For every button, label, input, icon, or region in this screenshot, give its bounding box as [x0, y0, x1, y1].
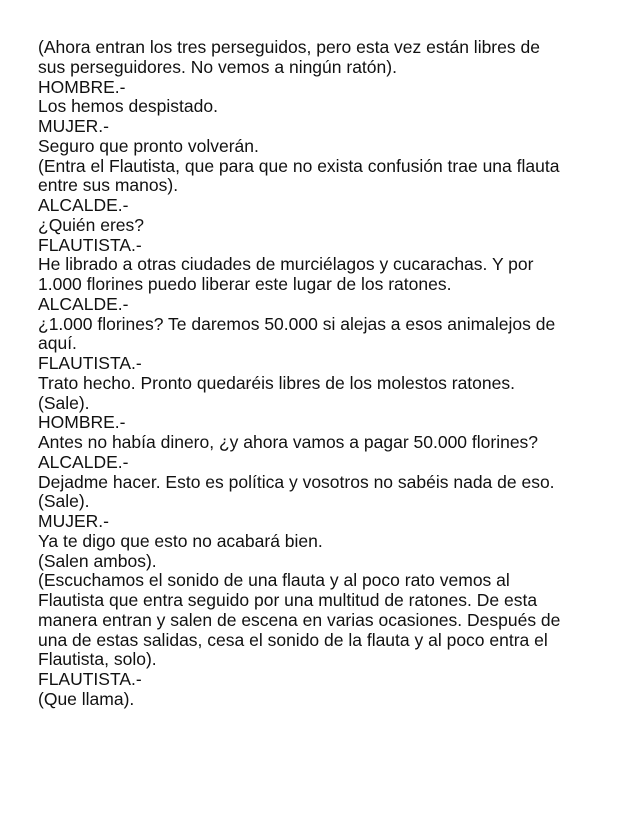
dialogue-line: ¿Quién eres? — [38, 214, 145, 235]
speaker-label: MUJER.- — [38, 116, 109, 136]
speaker-label: HOMBRE.- — [38, 76, 126, 97]
dialogue-line: 1.000 florines puedo liberar este lugar de los ratones. — [38, 274, 452, 294]
stage-direction: (Que llama). — [38, 688, 135, 709]
dialogue-line: Trato hecho. Pronto quedaréis libres de los molestos ratones. — [38, 372, 515, 393]
stage-direction: (Salen ambos). — [38, 550, 157, 571]
stage-direction: entre sus manos). — [38, 175, 179, 196]
dialogue-line: He librado a otras ciudades de murciélagos y cucarachas. Y por — [38, 254, 534, 275]
speaker-label: ALCALDE.- — [38, 195, 129, 215]
script-page — [38, 38, 608, 710]
dialogue-line: Los hemos despistado. — [38, 96, 218, 117]
speaker-label: ALCALDE.- — [38, 293, 129, 314]
dialogue-line: Ya te digo que esto no acabará bien. — [38, 530, 323, 551]
stage-direction: manera entran y salen de escena en varias ocasiones. Después de — [38, 609, 561, 630]
stage-direction: sus perseguidores. No vemos a ningún ratón). — [38, 56, 397, 77]
dialogue-line: ¿1.000 florines? Te daremos 50.000 si alejas a esos animalejos de — [38, 313, 556, 334]
dialogue-line: Seguro que pronto volverán. — [38, 135, 259, 156]
speaker-label: ALCALDE.- — [38, 451, 129, 472]
stage-direction: (Entra el Flautista, que para que no exista confusión trae una flauta — [38, 155, 560, 176]
stage-direction: (Ahora entran los tres perseguidos, pero esta vez están libres de — [38, 37, 540, 57]
stage-direction: Flautista que entra seguido por una multitud de ratones. De esta — [38, 590, 538, 610]
speaker-label: FLAUTISTA.- — [38, 353, 142, 373]
speaker-label: FLAUTISTA.- — [38, 669, 142, 689]
speaker-label: MUJER.- — [38, 511, 109, 531]
speaker-label: FLAUTISTA.- — [38, 234, 142, 255]
dialogue-line: aquí. — [38, 333, 77, 354]
dialogue-line: Dejadme hacer. Esto es política y vosotros no sabéis nada de eso. — [38, 471, 555, 492]
speaker-label: HOMBRE.- — [38, 412, 126, 433]
stage-direction: una de estas salidas, cesa el sonido de la flauta y al poco entra el — [38, 629, 548, 650]
stage-direction: (Escuchamos el sonido de una flauta y al poco rato vemos al — [38, 570, 510, 591]
stage-direction: (Sale). — [38, 392, 90, 413]
stage-direction: Flautista, solo). — [38, 649, 157, 670]
dialogue-line: Antes no había dinero, ¿y ahora vamos a pagar 50.000 florines? — [38, 432, 539, 452]
stage-direction: (Sale). — [38, 491, 90, 512]
